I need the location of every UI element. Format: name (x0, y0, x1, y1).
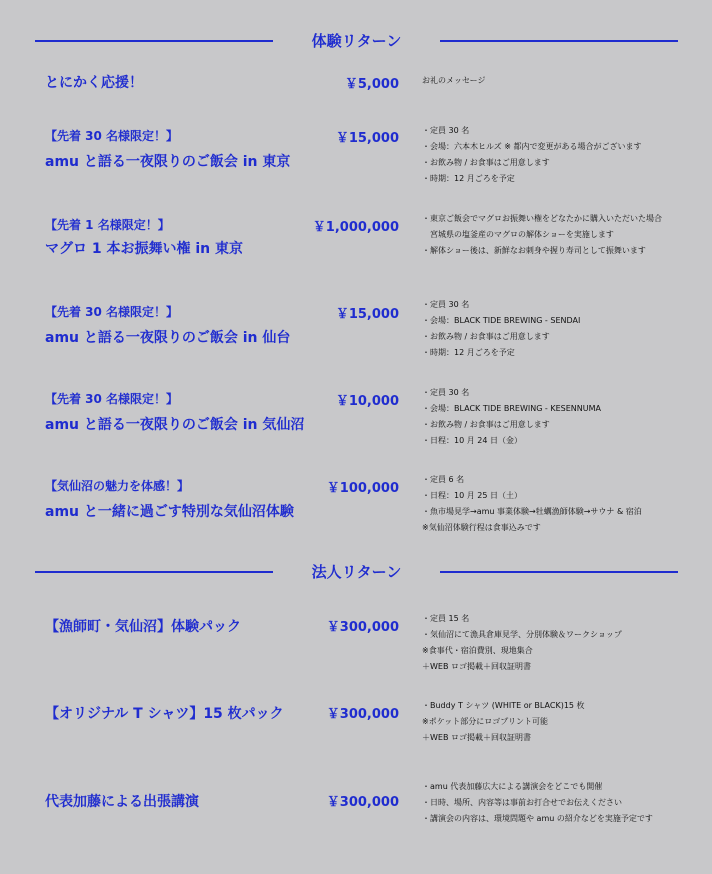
section-header-experience (0, 29, 712, 53)
detail-line: 宮城県の塩釜産のマグロの解体ショーを実施します (422, 230, 614, 239)
detail-line: ・解体ショー後は、新鮮なお刺身や握り寿司として振舞います (422, 246, 646, 255)
detail-line: ・時期：12 月ごろを予定 (422, 348, 515, 357)
detail-line: ※気仙沼体験行程は食事込みです (422, 523, 541, 532)
section-title: 法人リターン (311, 563, 402, 581)
detail-line: ・Buddy T シャツ (WHITE or BLACK)15 枚 (422, 701, 585, 710)
detail-line: ・魚市場見学→amu 事業体験→牡蠣漁師体験→サウナ & 宿泊 (422, 507, 642, 516)
section-header-corporate (0, 560, 712, 584)
detail-line: ＋WEB ロゴ掲載＋回収証明書 (422, 733, 531, 742)
reward-name: amu と一緒に過ごす特別な気仙沼体験 (45, 504, 294, 520)
reward-details (422, 779, 702, 827)
reward-name: とにかく応援！ (45, 75, 143, 91)
detail-line: ・定員 15 名 (422, 614, 470, 623)
detail-line: ・amu 代表加藤広大による講演会をどこでも開催 (422, 782, 603, 791)
detail-line: ・会場：六本木ヒルズ ※ 都内で変更がある場合がございます (422, 142, 642, 151)
section-title: 体験リターン (311, 32, 402, 50)
reward-tag: 【先着 30 名様限定！】 (45, 392, 179, 406)
reward-name: 【オリジナル T シャツ】15 枚パック (45, 706, 284, 722)
detail-line: ・会場：BLACK TIDE BREWING - KESENNUMA (422, 404, 601, 413)
reward-price: ￥5,000 (344, 77, 399, 92)
divider-line (440, 571, 678, 573)
detail-line: ・日程：10 月 24 日（金） (422, 436, 522, 445)
detail-line: お礼のメッセージ (422, 76, 486, 85)
detail-line: ・日時、場所、内容等は事前お打合せでお伝えください (422, 798, 622, 807)
detail-line: ・東京ご飯会でマグロお振舞い権をどなたかに購入いただいた場合 (422, 214, 662, 223)
reward-name: マグロ 1 本お振舞い権 in 東京 (45, 241, 244, 257)
detail-line: ・講演会の内容は、環境問題や amu の紹介などを実施予定です (422, 814, 653, 823)
reward-price: ￥15,000 (335, 131, 399, 146)
reward-name: 【漁師町・気仙沼】体験パック (45, 619, 241, 635)
detail-line: ・時期：12 月ごろを予定 (422, 174, 515, 183)
detail-line: ・会場：BLACK TIDE BREWING - SENDAI (422, 316, 581, 325)
reward-name: amu と語る一夜限りのご飯会 in 気仙沼 (45, 417, 305, 433)
detail-line: ・お飲み物 / お食事はご用意します (422, 420, 550, 429)
detail-line: ＋WEB ロゴ掲載＋回収証明書 (422, 662, 531, 671)
detail-line: ・お飲み物 / お食事はご用意します (422, 332, 550, 341)
reward-price: ￥300,000 (326, 795, 399, 810)
reward-details (422, 611, 702, 675)
reward-details (422, 472, 702, 536)
reward-price: ￥10,000 (335, 394, 399, 409)
reward-price: ￥300,000 (326, 620, 399, 635)
divider-line (35, 40, 273, 42)
reward-tag: 【先着 30 名様限定！】 (45, 305, 179, 319)
reward-price: ￥1,000,000 (312, 220, 399, 235)
reward-details (422, 385, 702, 449)
reward-details (422, 123, 702, 187)
detail-line: ・定員 6 名 (422, 475, 465, 484)
detail-line: ・お飲み物 / お食事はご用意します (422, 158, 550, 167)
detail-line: ・定員 30 名 (422, 388, 470, 397)
divider-line (440, 40, 678, 42)
detail-line: ・定員 30 名 (422, 300, 470, 309)
reward-price: ￥15,000 (335, 307, 399, 322)
reward-details (422, 297, 702, 361)
reward-price: ￥300,000 (326, 707, 399, 722)
reward-details (422, 698, 702, 746)
detail-line: ※ポケット部分にロゴプリント可能 (422, 717, 548, 726)
reward-tag: 【先着 1 名様限定！】 (45, 218, 170, 232)
detail-line: ・定員 30 名 (422, 126, 470, 135)
divider-line (35, 571, 273, 573)
reward-details (422, 73, 702, 89)
detail-line: ※食事代・宿泊費別、現地集合 (422, 646, 533, 655)
reward-name: amu と語る一夜限りのご飯会 in 仙台 (45, 330, 291, 346)
reward-price: ￥100,000 (326, 481, 399, 496)
reward-name: 代表加藤による出張講演 (45, 794, 199, 810)
reward-tag: 【先着 30 名様限定！】 (45, 129, 179, 143)
reward-tag: 【気仙沼の魅力を体感！】 (45, 479, 190, 493)
detail-line: ・気仙沼にて漁具倉庫見学、分別体験＆ワークショップ (422, 630, 622, 639)
reward-name: amu と語る一夜限りのご飯会 in 東京 (45, 154, 291, 170)
detail-line: ・日程：10 月 25 日（土） (422, 491, 522, 500)
reward-details (422, 211, 702, 259)
